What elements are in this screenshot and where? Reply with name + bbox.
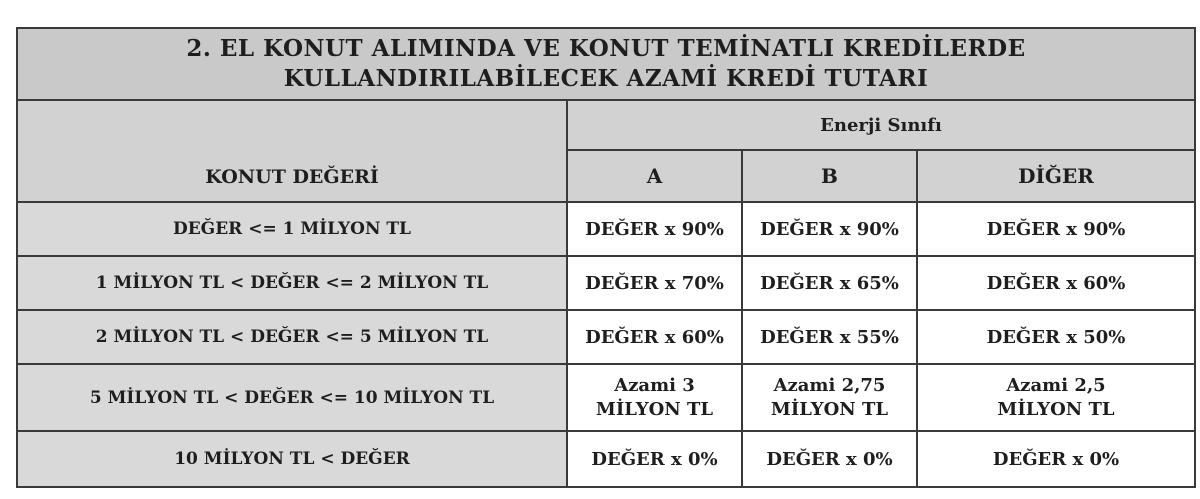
row-label: DEĞER <= 1 MİLYON TL: [17, 202, 567, 256]
value-cell-a: [567, 364, 742, 431]
value-line-2: MİLYON TL: [997, 398, 1115, 420]
value-line-2: MİLYON TL: [595, 398, 714, 420]
value-cell-b: [742, 364, 917, 431]
header-class-b: B: [742, 150, 917, 202]
header-class-a: A: [567, 150, 742, 202]
table-row: [17, 202, 1195, 256]
value-line-1: Azami 2,75: [773, 374, 886, 396]
table-row: [17, 431, 1195, 487]
row-label: 10 MİLYON TL < DEĞER: [17, 431, 567, 487]
value-cell-diger: DEĞER x 60%: [917, 256, 1195, 310]
row-label: 2 MİLYON TL < DEĞER <= 5 MİLYON TL: [17, 310, 567, 364]
value-cell-a: DEĞER x 90%: [567, 202, 742, 256]
credit-limit-table: [16, 27, 1196, 488]
value-line-2: MİLYON TL: [770, 398, 889, 420]
row-label: 5 MİLYON TL < DEĞER <= 10 MİLYON TL: [17, 364, 567, 431]
value-cell-diger: DEĞER x 90%: [917, 202, 1195, 256]
header-class-diger: DİĞER: [917, 150, 1195, 202]
table-row: [17, 310, 1195, 364]
value-cell-b: DEĞER x 0%: [742, 431, 917, 487]
value-cell-b: DEĞER x 65%: [742, 256, 917, 310]
header-enerji-sinifi: Enerji Sınıfı: [567, 100, 1195, 150]
table-row: [17, 256, 1195, 310]
value-line-1: Azami 3: [614, 374, 695, 396]
value-cell-a: DEĞER x 70%: [567, 256, 742, 310]
table-row: [17, 364, 1195, 431]
value-cell-b: DEĞER x 55%: [742, 310, 917, 364]
value-cell-b: DEĞER x 90%: [742, 202, 917, 256]
row-label: 1 MİLYON TL < DEĞER <= 2 MİLYON TL: [17, 256, 567, 310]
table-title-line-2: KULLANDIRILABİLECEK AZAMİ KREDİ TUTARI: [283, 65, 929, 92]
value-cell-diger: [917, 364, 1195, 431]
header-konut-degeri: KONUT DEĞERİ: [17, 100, 567, 202]
value-cell-a: DEĞER x 60%: [567, 310, 742, 364]
value-cell-diger: DEĞER x 0%: [917, 431, 1195, 487]
value-cell-diger: DEĞER x 50%: [917, 310, 1195, 364]
table-title: [17, 28, 1195, 100]
table-title-line-1: 2. EL KONUT ALIMINDA VE KONUT TEMİNATLI KREDİLERDE: [186, 35, 1026, 62]
value-cell-a: DEĞER x 0%: [567, 431, 742, 487]
value-line-1: Azami 2,5: [1006, 374, 1106, 396]
